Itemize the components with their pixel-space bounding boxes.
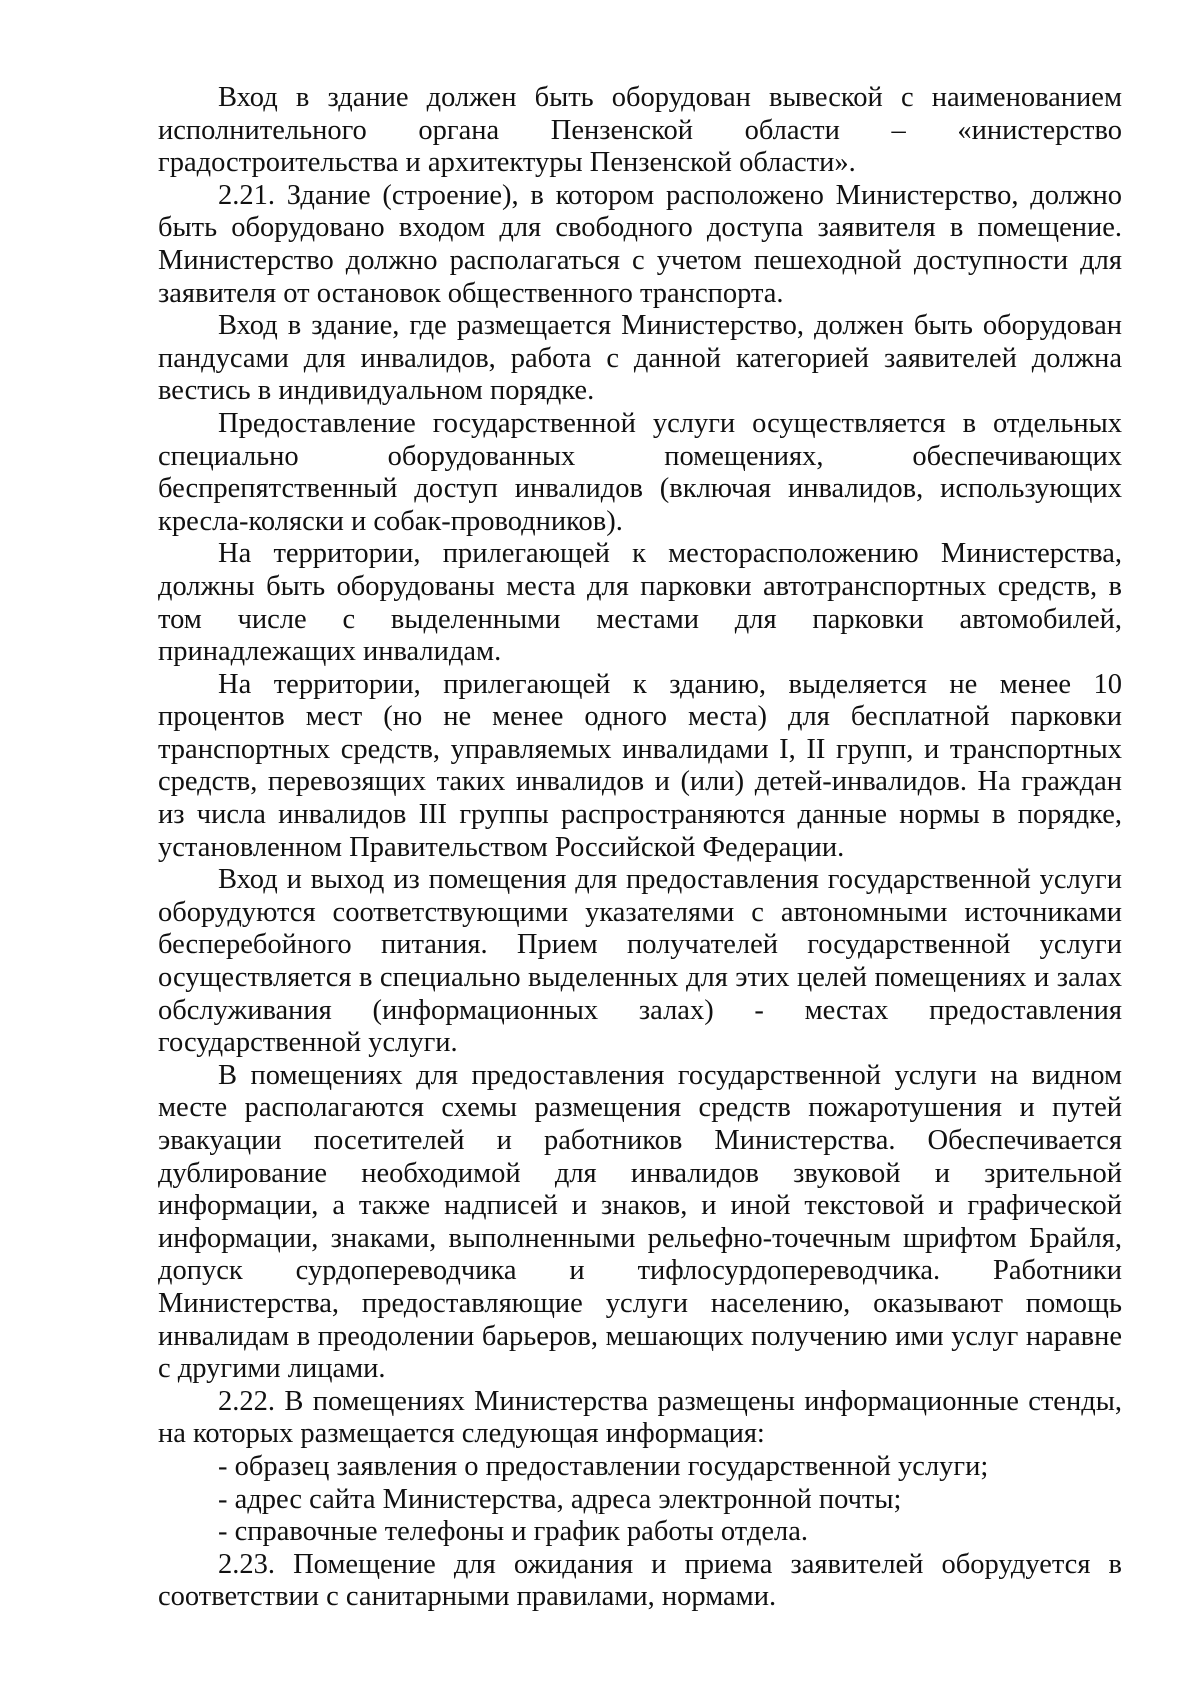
paragraph-signage: Вход в здание должен быть оборудован вывеской с наименованием исполнительного органа Пензенской области – «инистерство градостроительства и архитектуры Пензенской области».: [158, 82, 1122, 179]
paragraph-ramps: Вход в здание, где размещается Министерство, должен быть оборудован пандусами для инвалидов, работа с данной категорией заявителей должна вестись в индивидуальном порядке.: [158, 310, 1122, 407]
paragraph-evacuation: В помещениях для предоставления государственной услуги на видном месте располагаются схемы размещения средств пожаротушения и путей эвакуации посетителей и работников Министерства. Обеспечивается дублирование необходимой для инвалидов звуковой и зрительной информации, а также надписей и знаков, и иной текстовой и графической информации, знаками, выполненными рельефно-точечным шрифтом Брайля, допуск сурдопереводчика и тифлосурдопереводчика. Работники Министерства, предоставляющие услуги населению, оказывают помощь инвалидам в преодолении барьеров, мешающих получению ими услуг наравне с другими лицами.: [158, 1059, 1122, 1385]
paragraph-accessible-rooms: Предоставление государственной услуги осуществляется в отдельных специально оборудованных помещениях, обеспечивающих беспрепятственный доступ инвалидов (включая инвалидов, использующих кресла-коляски и собак-проводников).: [158, 407, 1122, 537]
paragraph-entrance-exit: Вход и выход из помещения для предоставления государственной услуги оборудуются соответствующими указателями с автономными источниками бесперебойного питания. Прием получателей государственной услуги осуществляется в специально выделенных для этих целей помещениях и залах обслуживания (информационных залах) - местах предоставления государственной услуги.: [158, 864, 1122, 1059]
paragraph-disabled-parking: На территории, прилегающей к зданию, выделяется не менее 10 процентов мест (но не менее одного места) для бесплатной парковки транспортных средств, управляемых инвалидами I, II групп, и транспортных средств, перевозящих таких инвалидов и (или) детей-инвалидов. На граждан из числа инвалидов III группы распространяются данные нормы в порядке, установленном Правительством Российской Федерации.: [158, 668, 1122, 863]
document-page: [158, 82, 1122, 1614]
list-item: - адрес сайта Министерства, адреса электронной почты;: [218, 1483, 902, 1515]
paragraph-2-21: 2.21. Здание (строение), в котором расположено Министерство, должно быть оборудовано входом для свободного доступа заявителя в помещение. Министерство должно располагаться с учетом пешеходной доступности для заявителя от остановок общественного транспорта.: [158, 179, 1122, 309]
list-item: - справочные телефоны и график работы отдела.: [218, 1516, 809, 1548]
paragraph-2-22: 2.22. В помещениях Министерства размещены информационные стенды, на которых размещается следующая информация:: [158, 1385, 1122, 1450]
paragraph-2-23: 2.23. Помещение для ожидания и приема заявителей оборудуется в соответствии с санитарными правилами, нормами.: [158, 1548, 1122, 1613]
paragraph-parking: На территории, прилегающей к месторасположению Министерства, должны быть оборудованы места для парковки автотранспортных средств, в том числе с выделенными местами для парковки автомобилей, принадлежащих инвалидам.: [158, 538, 1122, 668]
list-item: - образец заявления о предоставлении государственной услуги;: [218, 1450, 989, 1482]
